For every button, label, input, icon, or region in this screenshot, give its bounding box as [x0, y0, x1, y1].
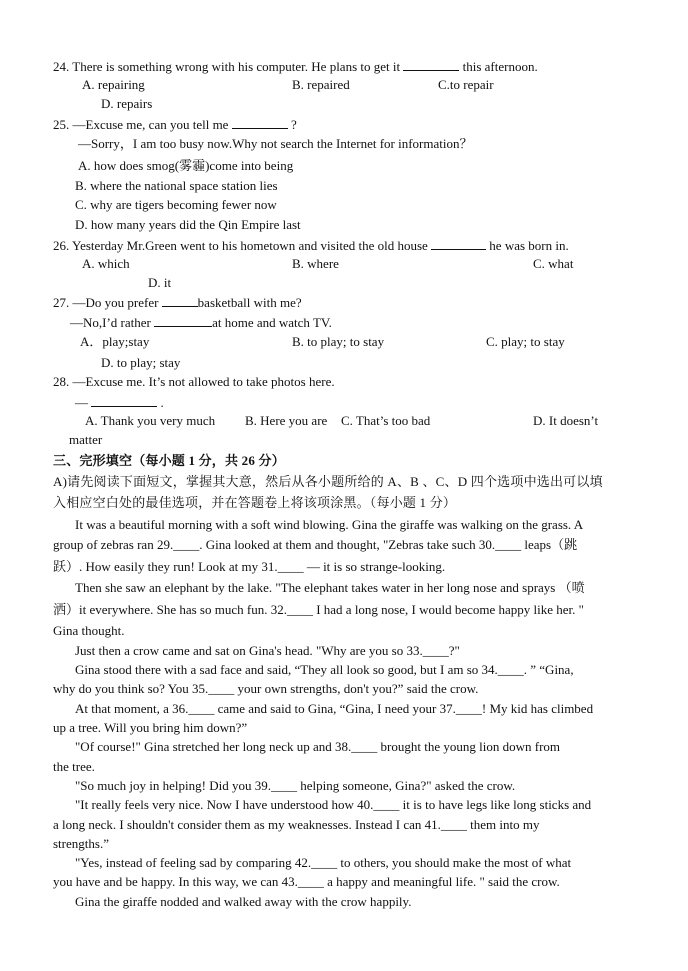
question-24-option-a: A. repairing — [82, 77, 145, 92]
question-27-reply-text: —No,I’d rather — [70, 315, 155, 330]
passage-line: "Yes, instead of feeling sad by comparing 42.____ to others, you should make the most of what — [75, 855, 572, 870]
passage-line: Gina thought. — [53, 623, 125, 638]
passage-line: At that moment, a 36.____ came and said to Gina, “Gina, I need your 37.____! My kid has climbed — [75, 701, 594, 716]
question-27-option-b: B. to play; to stay — [292, 334, 385, 349]
question-24-option-d: D. repairs — [101, 96, 153, 111]
question-24-option-b: B. repaired — [292, 77, 350, 92]
question-28-reply-end: . — [157, 395, 164, 410]
question-24-stem-end: this afternoon. — [459, 59, 538, 74]
section-instructions-line-1: A)请先阅读下面短文，掌握其大意，然后从各小题所给的 A、B 、C、D 四个选项中选出可以填 — [53, 474, 603, 489]
passage-line: "Of course!" Gina stretched her long neck up and 38.____ brought the young lion down from — [75, 739, 561, 754]
question-26-option-a: A. which — [82, 256, 130, 271]
question-25-stem-text: 25. —Excuse me, can you tell me — [53, 117, 232, 132]
section-heading: 三、完形填空（每小题 1 分，共 26 分） — [53, 453, 285, 468]
question-24-stem-text: 24. There is something wrong with his computer. He plans to get it — [53, 59, 404, 74]
question-27-option-a: A．play;stay — [80, 334, 150, 349]
passage-line: you have and be happy. In this way, we can 43.____ a happy and meaningful life. " said the crow. — [53, 874, 560, 889]
question-28-option-d-cont: matter — [69, 432, 103, 447]
answer-blank — [162, 294, 198, 307]
question-27-option-d: D. to play; stay — [101, 355, 181, 370]
question-25-stem — [53, 116, 297, 133]
question-28-stem: 28. —Excuse me. It’s not allowed to take photos here. — [53, 374, 335, 389]
question-25-option-d: D. how many years did the Qin Empire last — [75, 217, 301, 232]
question-27-stem-text: 27. —Do you prefer — [53, 295, 162, 310]
question-27-reply-end: at home and watch TV. — [212, 315, 332, 330]
question-27-stem — [53, 294, 302, 311]
passage-line: strengths.” — [53, 836, 109, 851]
question-26-option-d: D. it — [148, 275, 172, 290]
passage-line: group of zebras ran 29.____. Gina looked at them and thought, "Zebras take such 30.____ leaps（跳 — [53, 537, 578, 552]
question-26-stem — [53, 237, 569, 254]
passage-line: Just then a crow came and sat on Gina's head. "Why are you so 33.____?" — [75, 643, 460, 658]
question-26-stem-end: he was born in. — [486, 238, 569, 253]
answer-blank — [403, 58, 459, 71]
passage-line: up a tree. Will you bring him down?” — [53, 720, 248, 735]
passage-line: "So much joy in helping! Did you 39.____ helping someone, Gina?" asked the crow. — [75, 778, 516, 793]
passage-line: Gina the giraffe nodded and walked away with the crow happily. — [75, 894, 412, 909]
question-28-option-b: B. Here you are — [245, 413, 328, 428]
passage-line: the tree. — [53, 759, 95, 774]
question-27-stem-end: basketball with me? — [197, 295, 302, 310]
question-25-option-a: A. how does smog(雾霾)come into being — [78, 158, 294, 173]
passage-line: Then she saw an elephant by the lake. "The elephant takes water in her long nose and sprays （喷 — [75, 580, 585, 595]
question-28-option-c: C. That’s too bad — [341, 413, 431, 428]
passage-line: 跃）. How easily they run! Look at my 31.____ — it is so strange-looking. — [53, 559, 446, 574]
question-25-reply: —Sorry，I am too busy now.Why not search the Internet for information？ — [78, 136, 473, 151]
question-24-stem — [53, 58, 538, 75]
passage-line: It was a beautiful morning with a soft wind blowing. Gina the giraffe was walking on the grass. A — [75, 517, 584, 532]
question-28-reply — [75, 394, 164, 411]
question-25-option-c: C. why are tigers becoming fewer now — [75, 197, 277, 212]
answer-blank — [91, 394, 157, 407]
passage-line: "It really feels very nice. Now I have understood how 40.____ it is to have legs like long sticks and — [75, 797, 592, 812]
answer-blank — [232, 116, 288, 129]
passage-line: why do you think so? You 35.____ your own strengths, don't you?” said the crow. — [53, 681, 479, 696]
question-26-option-c: C. what — [533, 256, 574, 271]
question-28-reply-text: — — [75, 395, 92, 410]
answer-blank — [431, 237, 486, 250]
passage-line: 洒）it everywhere. She has so much fun. 32.____ I had a long nose, I would become happy like her. " — [53, 602, 584, 617]
passage-line: a long neck. I shouldn't consider them as my weaknesses. Instead I can 41.____ them into my — [53, 817, 540, 832]
question-26-stem-text: 26. Yesterday Mr.Green went to his hometown and visited the old house — [53, 238, 432, 253]
question-28-option-a: A. Thank you very much — [85, 413, 216, 428]
question-26-option-b: B. where — [292, 256, 339, 271]
question-25-stem-end: ? — [287, 117, 297, 132]
passage-line: Gina stood there with a sad face and said, “They all look so good, but I am so 34.____. ” “Gina, — [75, 662, 574, 677]
question-24-option-c: C.to repair — [438, 77, 494, 92]
answer-blank — [154, 314, 212, 327]
question-27-option-c: C. play; to stay — [486, 334, 565, 349]
question-25-option-b: B. where the national space station lies — [75, 178, 278, 193]
question-28-option-d: D. It doesn’t — [533, 413, 599, 428]
question-27-reply — [70, 314, 332, 331]
section-instructions-line-2: 入相应空白处的最佳选项，并在答题卷上将该项涂黑。（每小题 1 分） — [53, 495, 457, 510]
